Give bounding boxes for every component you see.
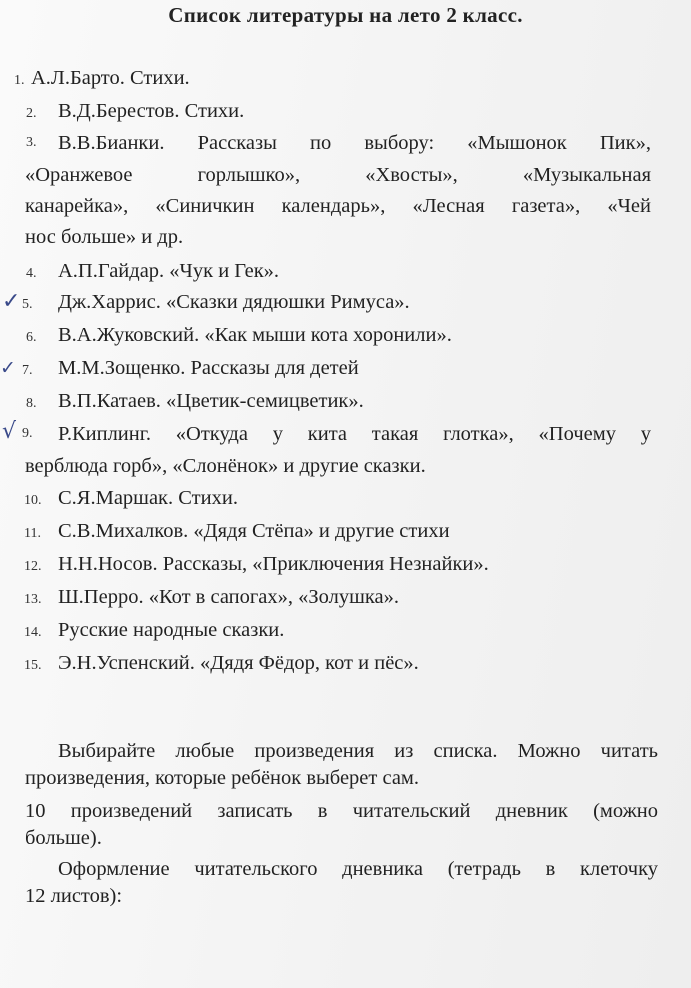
item-text: В.П.Катаев. «Цветик-семицветик». <box>58 390 364 412</box>
item-number: 15. <box>24 658 42 673</box>
item-number: 2. <box>26 106 37 121</box>
item-text-line: нос больше» и др. <box>25 226 184 248</box>
note-line: больше). <box>25 827 102 849</box>
item-text-line: В.В.Бианки. Рассказы по выбору: «Мышонок Пик», <box>58 132 651 154</box>
item-number: 11. <box>24 526 41 541</box>
note-line: 10 произведений записать в читательский дневник (можно <box>25 800 658 822</box>
item-number: 14. <box>24 625 42 640</box>
item-number: 10. <box>24 493 42 508</box>
note-line: произведения, которые ребёнок выберет сам. <box>25 767 420 789</box>
page-title: Список литературы на лето 2 класс. <box>168 3 523 27</box>
item-number: 9. <box>22 426 33 441</box>
item-text: С.В.Михалков. «Дядя Стёпа» и другие стихи <box>58 520 450 542</box>
item-number: 12. <box>24 559 42 574</box>
note-line: Выбирайте любые произведения из списка. Можно читать <box>58 740 658 762</box>
item-number: 8. <box>26 396 37 411</box>
item-text-line: канарейка», «Синичкин календарь», «Лесная газета», «Чей <box>25 195 651 217</box>
item-number: 3. <box>26 135 37 150</box>
checkmark-icon: ✓ <box>0 357 16 379</box>
item-number: 5. <box>22 297 33 312</box>
item-text: В.А.Жуковский. «Как мыши кота хоронили». <box>58 324 452 346</box>
item-text: Н.Н.Носов. Рассказы, «Приключения Незнайки». <box>58 553 489 575</box>
item-text: В.Д.Берестов. Стихи. <box>58 100 245 122</box>
item-number: 4. <box>26 266 37 281</box>
item-text: Дж.Харрис. «Сказки дядюшки Римуса». <box>58 291 410 313</box>
item-text-line: верблюда горб», «Слонёнок» и другие сказки. <box>25 455 426 477</box>
item-number: 7. <box>22 363 33 378</box>
note-line: Оформление читательского дневника (тетрадь в клеточку <box>58 858 658 880</box>
item-text: М.М.Зощенко. Рассказы для детей <box>58 357 359 379</box>
item-number: 13. <box>24 592 42 607</box>
item-text: Русские народные сказки. <box>58 619 285 641</box>
item-text: Ш.Перро. «Кот в сапогах», «Золушка». <box>58 586 400 608</box>
item-text: Э.Н.Успенский. «Дядя Фёдор, кот и пёс». <box>58 652 419 674</box>
checkmark-icon: ✓ <box>2 289 21 314</box>
checkmark-icon: √ <box>2 419 17 444</box>
item-text: А.Л.Барто. Стихи. <box>31 67 190 89</box>
note-line: 12 листов): <box>25 885 123 907</box>
item-text: С.Я.Маршак. Стихи. <box>58 487 238 509</box>
item-number: 6. <box>26 330 37 345</box>
item-text-line: «Оранжевое горлышко», «Хвосты», «Музыкальная <box>25 164 651 186</box>
item-text: А.П.Гайдар. «Чук и Гек». <box>58 260 280 282</box>
item-text-line: Р.Киплинг. «Откуда у кита такая глотка», «Почему у <box>58 423 651 445</box>
item-number: 1. <box>14 73 25 88</box>
